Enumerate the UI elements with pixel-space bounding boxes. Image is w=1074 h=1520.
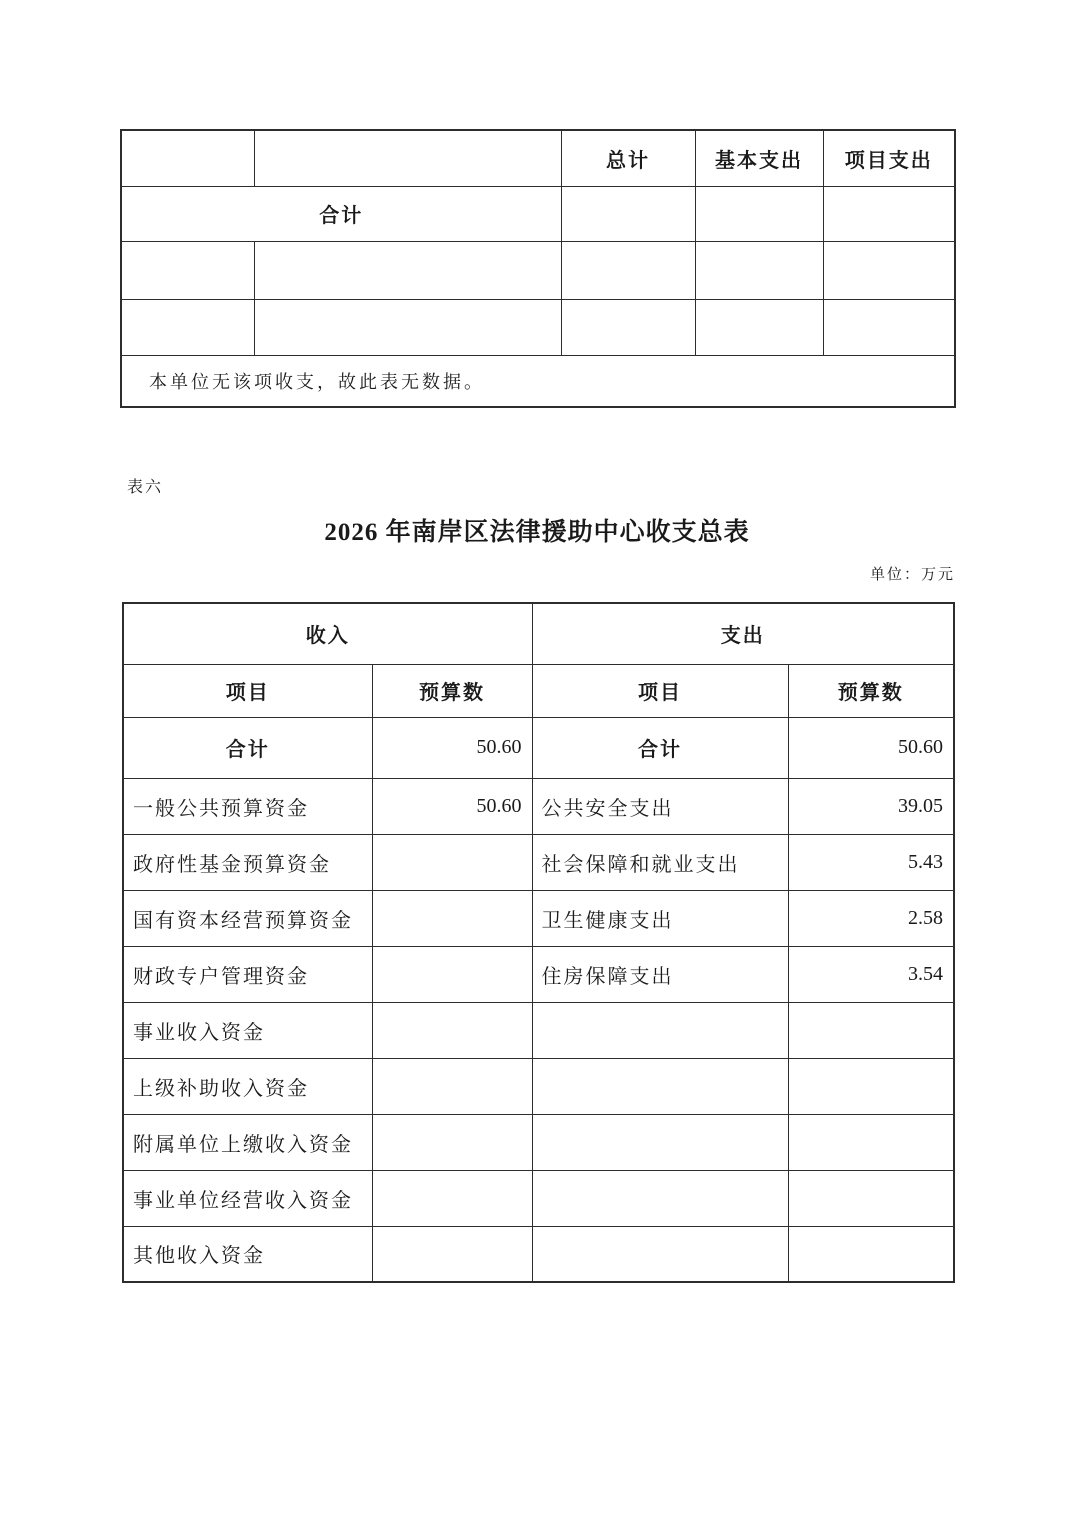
income-item-cell: 国有资本经营预算资金 — [123, 890, 372, 946]
income-item-cell: 合计 — [123, 717, 372, 778]
income-value-cell — [372, 1114, 532, 1170]
expense-item-cell — [532, 1114, 788, 1170]
table-row — [121, 241, 955, 299]
table-row — [123, 834, 954, 890]
expense-item-cell — [532, 1002, 788, 1058]
table-row — [123, 946, 954, 1002]
expense-item-cell: 卫生健康支出 — [532, 890, 788, 946]
empty-cell — [561, 299, 695, 355]
income-value-cell: 50.60 — [372, 717, 532, 778]
income-value-cell — [372, 946, 532, 1002]
income-value-cell: 50.60 — [372, 778, 532, 834]
empty-cell — [695, 241, 823, 299]
income-item-cell: 一般公共预算资金 — [123, 778, 372, 834]
table-row — [123, 778, 954, 834]
expense-value-cell — [788, 1114, 954, 1170]
empty-cell — [254, 130, 561, 186]
table-row — [121, 130, 955, 186]
income-value-cell — [372, 1170, 532, 1226]
income-expense-summary-table — [122, 602, 955, 1283]
table-row — [123, 890, 954, 946]
expense-item-cell: 公共安全支出 — [532, 778, 788, 834]
expense-value-cell — [788, 1002, 954, 1058]
table-row — [123, 1002, 954, 1058]
table-row — [123, 1114, 954, 1170]
expense-value-cell: 39.05 — [788, 778, 954, 834]
income-item-cell: 财政专户管理资金 — [123, 946, 372, 1002]
income-item-cell: 其他收入资金 — [123, 1226, 372, 1282]
income-value-cell — [372, 834, 532, 890]
col-header-basic-expenditure: 基本支出 — [695, 130, 823, 186]
no-data-note: 本单位无该项收支，故此表无数据。 — [121, 355, 955, 407]
empty-cell — [561, 241, 695, 299]
empty-cell — [254, 241, 561, 299]
expense-item-cell — [532, 1170, 788, 1226]
expense-item-cell — [532, 1226, 788, 1282]
empty-cell — [121, 130, 254, 186]
empty-cell — [695, 299, 823, 355]
expense-budget-col-header: 预算数 — [788, 664, 954, 717]
empty-cell — [121, 299, 254, 355]
income-item-cell: 政府性基金预算资金 — [123, 834, 372, 890]
table-row — [123, 1226, 954, 1282]
table-row — [123, 1058, 954, 1114]
empty-cell — [561, 186, 695, 241]
income-item-cell: 事业单位经营收入资金 — [123, 1170, 372, 1226]
expense-item-cell: 住房保障支出 — [532, 946, 788, 1002]
table-row — [121, 186, 955, 241]
expenditure-breakdown-table — [120, 129, 956, 408]
empty-cell — [695, 186, 823, 241]
income-budget-col-header: 预算数 — [372, 664, 532, 717]
expense-value-cell — [788, 1226, 954, 1282]
income-value-cell — [372, 1058, 532, 1114]
empty-cell — [121, 241, 254, 299]
expense-value-cell: 2.58 — [788, 890, 954, 946]
income-item-cell: 上级补助收入资金 — [123, 1058, 372, 1114]
table-row — [121, 299, 955, 355]
income-item-cell: 事业收入资金 — [123, 1002, 372, 1058]
expense-value-cell: 5.43 — [788, 834, 954, 890]
table-row — [123, 603, 954, 664]
empty-cell — [823, 299, 955, 355]
expense-item-cell: 合计 — [532, 717, 788, 778]
expense-value-cell: 3.54 — [788, 946, 954, 1002]
expense-item-col-header: 项目 — [532, 664, 788, 717]
col-header-project-expenditure: 项目支出 — [823, 130, 955, 186]
table-row — [123, 717, 954, 778]
income-value-cell — [372, 1226, 532, 1282]
income-item-cell: 附属单位上缴收入资金 — [123, 1114, 372, 1170]
table-number-label: 表六 — [127, 479, 164, 496]
col-header-total: 总计 — [561, 130, 695, 186]
expense-value-cell: 50.60 — [788, 717, 954, 778]
unit-note: 单位：万元 — [869, 567, 955, 583]
expense-value-cell — [788, 1058, 954, 1114]
expense-item-cell — [532, 1058, 788, 1114]
total-row-label: 合计 — [121, 186, 561, 241]
expense-value-cell — [788, 1170, 954, 1226]
empty-cell — [823, 186, 955, 241]
income-value-cell — [372, 1002, 532, 1058]
expense-item-cell: 社会保障和就业支出 — [532, 834, 788, 890]
table-row — [121, 355, 955, 407]
expense-section-header: 支出 — [532, 603, 954, 664]
empty-cell — [823, 241, 955, 299]
income-section-header: 收入 — [123, 603, 532, 664]
empty-cell — [254, 299, 561, 355]
page-title: 2026 年南岸区法律援助中心收支总表 — [324, 519, 750, 546]
table-row — [123, 664, 954, 717]
table-row — [123, 1170, 954, 1226]
income-item-col-header: 项目 — [123, 664, 372, 717]
income-value-cell — [372, 890, 532, 946]
